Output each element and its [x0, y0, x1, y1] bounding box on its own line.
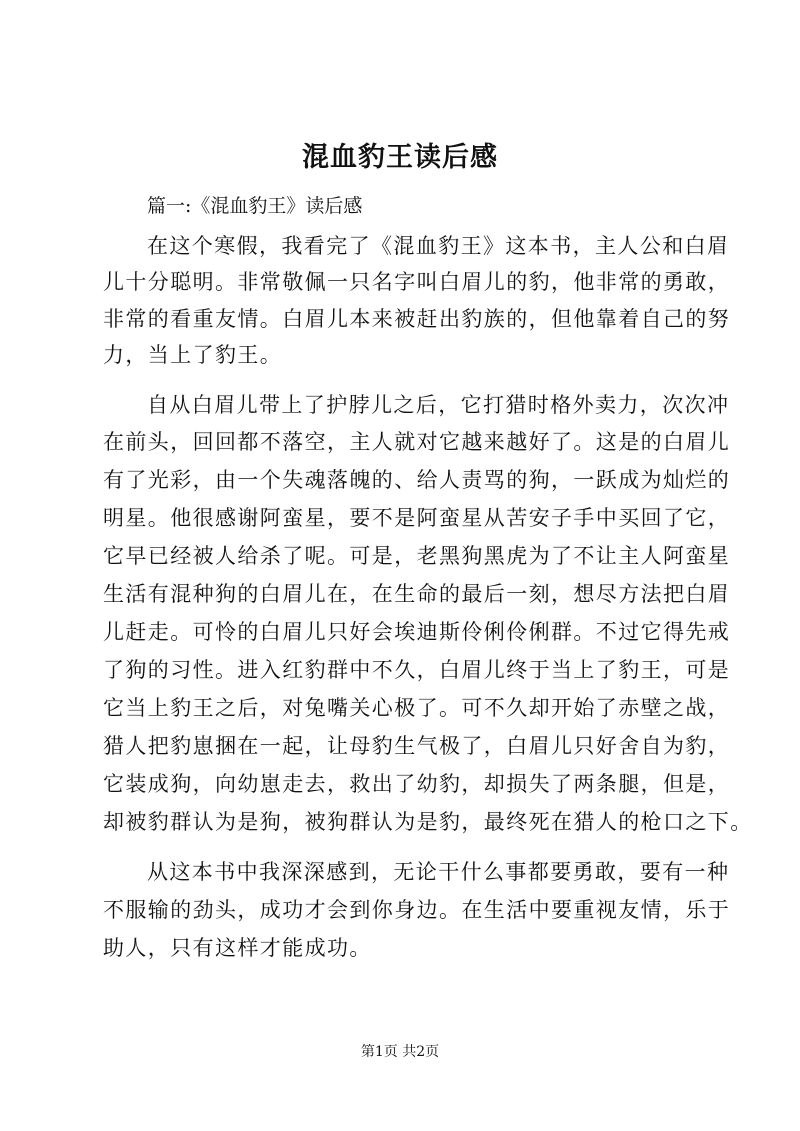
paragraph-line: 它早已经被人给杀了呢。可是，老黑狗黑虎为了不让主人阿蛮星: [103, 544, 731, 568]
paragraph-line: 它当上豹王之后，对兔嘴关心极了。可不久却开始了赤壁之战，: [103, 696, 731, 720]
paragraph-line: 在这个寒假，我看完了《混血豹王》这本书，主人公和白眉: [147, 234, 730, 258]
paragraph-line: 有了光彩，由一个失魂落魄的、给人责骂的狗，一跃成为灿烂的: [103, 468, 731, 492]
paragraph-line: 不服输的劲头，成功才会到你身边。在生活中要重视友情，乐于: [103, 898, 731, 922]
section-heading: 篇一:《混血豹王》读后感: [147, 195, 363, 217]
paragraph-line: 生活有混种狗的白眉儿在，在生命的最后一刻，想尽方法把白眉: [103, 582, 731, 606]
paragraph-line: 了狗的习性。进入红豹群中不久，白眉儿终于当上了豹王，可是: [103, 658, 731, 682]
paragraph-line: 助人，只有这样才能成功。: [103, 936, 372, 960]
paragraph-line: 力，当上了豹王。: [103, 343, 283, 367]
paragraph-line: 猎人把豹崽捆在一起，让母豹生气极了，白眉儿只好舍自为豹，: [103, 734, 731, 758]
paragraph-line: 儿赶走。可怜的白眉儿只好会埃迪斯伶俐伶俐群。不过它得先戒: [103, 620, 731, 644]
paragraph-line: 它装成狗，向幼崽走去，救出了幼豹，却损失了两条腿，但是，: [103, 772, 731, 796]
paragraph-line: 儿十分聪明。非常敬佩一只名字叫白眉儿的豹，他非常的勇敢，: [103, 270, 731, 294]
paragraph-line: 却被豹群认为是狗，被狗群认为是豹，最终死在猎人的枪口之下。: [103, 810, 753, 834]
page-footer: 第1页 共2页: [360, 1044, 440, 1060]
paragraph-line: 明星。他很感谢阿蛮星，要不是阿蛮星从苦安子手中买回了它，: [103, 506, 731, 530]
paragraph-line: 在前头，回回都不落空，主人就对它越来越好了。这是的白眉儿: [103, 430, 731, 454]
document-title: 混血豹王读后感: [302, 142, 498, 173]
paragraph-line: 从这本书中我深深感到，无论干什么事都要勇敢，要有一种: [147, 860, 730, 884]
paragraph-line: 自从白眉儿带上了护脖儿之后，它打猎时格外卖力，次次冲: [147, 393, 730, 417]
paragraph-line: 非常的看重友情。白眉儿本来被赶出豹族的，但他靠着自己的努: [103, 307, 731, 331]
